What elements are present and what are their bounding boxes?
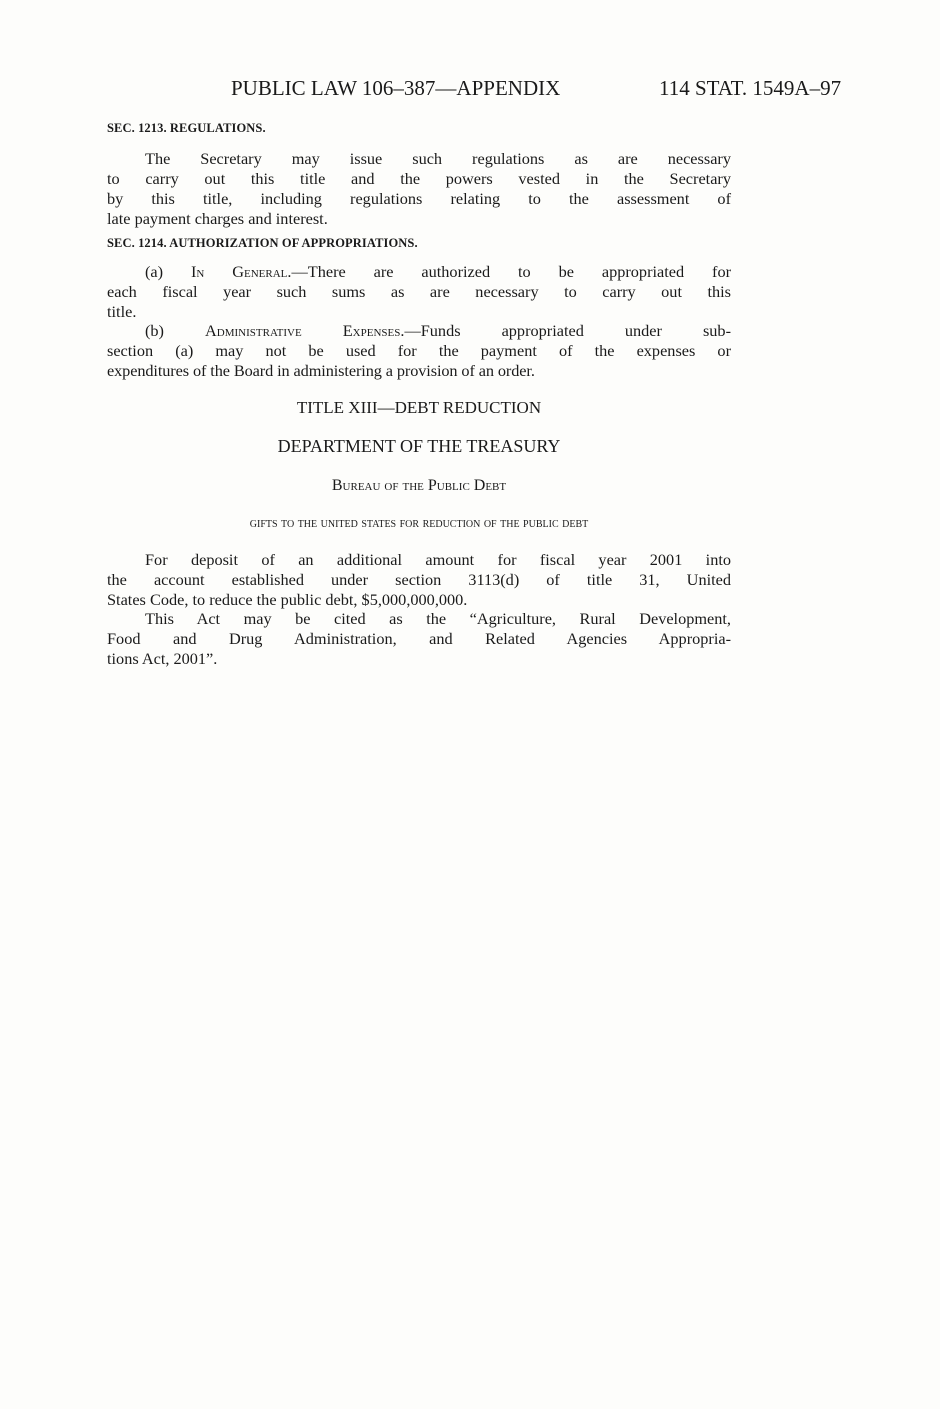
subsection-heading: Administrative Expenses bbox=[205, 321, 401, 340]
paragraph-line: Food and Drug Administration, and Related Agencies Appropria- bbox=[107, 629, 731, 648]
account-heading: gifts to the united states for reduction of the public debt bbox=[249, 516, 589, 531]
paragraph-line: to carry out this title and the powers vested in the Secretary bbox=[107, 169, 731, 188]
paragraph-line: For deposit of an additional amount for fiscal year 2001 into bbox=[145, 550, 731, 569]
paragraph-line: by this title, including regulations relating to the assessment of bbox=[107, 189, 731, 208]
subsection-a-line bbox=[107, 262, 731, 282]
subsection-b-line bbox=[107, 321, 731, 341]
bureau-heading: Bureau of the Public Debt bbox=[331, 477, 507, 494]
paragraph-line: section (a) may not be used for the payment of the expenses or bbox=[107, 341, 731, 360]
section-1213-heading: SEC. 1213. REGULATIONS. bbox=[107, 121, 266, 135]
paragraph-line: The Secretary may issue such regulations as are necessary bbox=[145, 149, 731, 168]
section-1214-heading: SEC. 1214. AUTHORIZATION OF APPROPRIATIONS. bbox=[107, 236, 418, 250]
subsection-heading: In General bbox=[190, 262, 288, 281]
text: .—There are authorized to be appropriated for bbox=[287, 262, 732, 281]
paragraph-line: title. bbox=[107, 302, 137, 321]
paragraph-line: States Code, to reduce the public debt, $5,000,000,000. bbox=[107, 590, 468, 609]
text: .—Funds appropriated under sub- bbox=[400, 321, 731, 340]
paragraph-line: This Act may be cited as the “Agriculture, Rural Development, bbox=[145, 609, 731, 628]
paragraph-line: late payment charges and interest. bbox=[107, 209, 328, 228]
paragraph-line: each fiscal year such sums as are necessary to carry out this bbox=[107, 282, 731, 301]
paragraph-line: tions Act, 2001”. bbox=[107, 649, 218, 668]
label: (b) bbox=[145, 321, 206, 340]
department-heading: DEPARTMENT OF THE TREASURY bbox=[277, 436, 561, 456]
title-heading: TITLE XIII—DEBT REDUCTION bbox=[296, 398, 542, 417]
running-header-title: PUBLIC LAW 106–387—APPENDIX bbox=[231, 76, 561, 100]
page-number: 114 STAT. 1549A–97 bbox=[659, 76, 842, 100]
paragraph-line: expenditures of the Board in administering a provision of an order. bbox=[107, 361, 535, 380]
label: (a) bbox=[145, 262, 191, 281]
paragraph-line: the account established under section 3113(d) of title 31, United bbox=[107, 570, 731, 589]
